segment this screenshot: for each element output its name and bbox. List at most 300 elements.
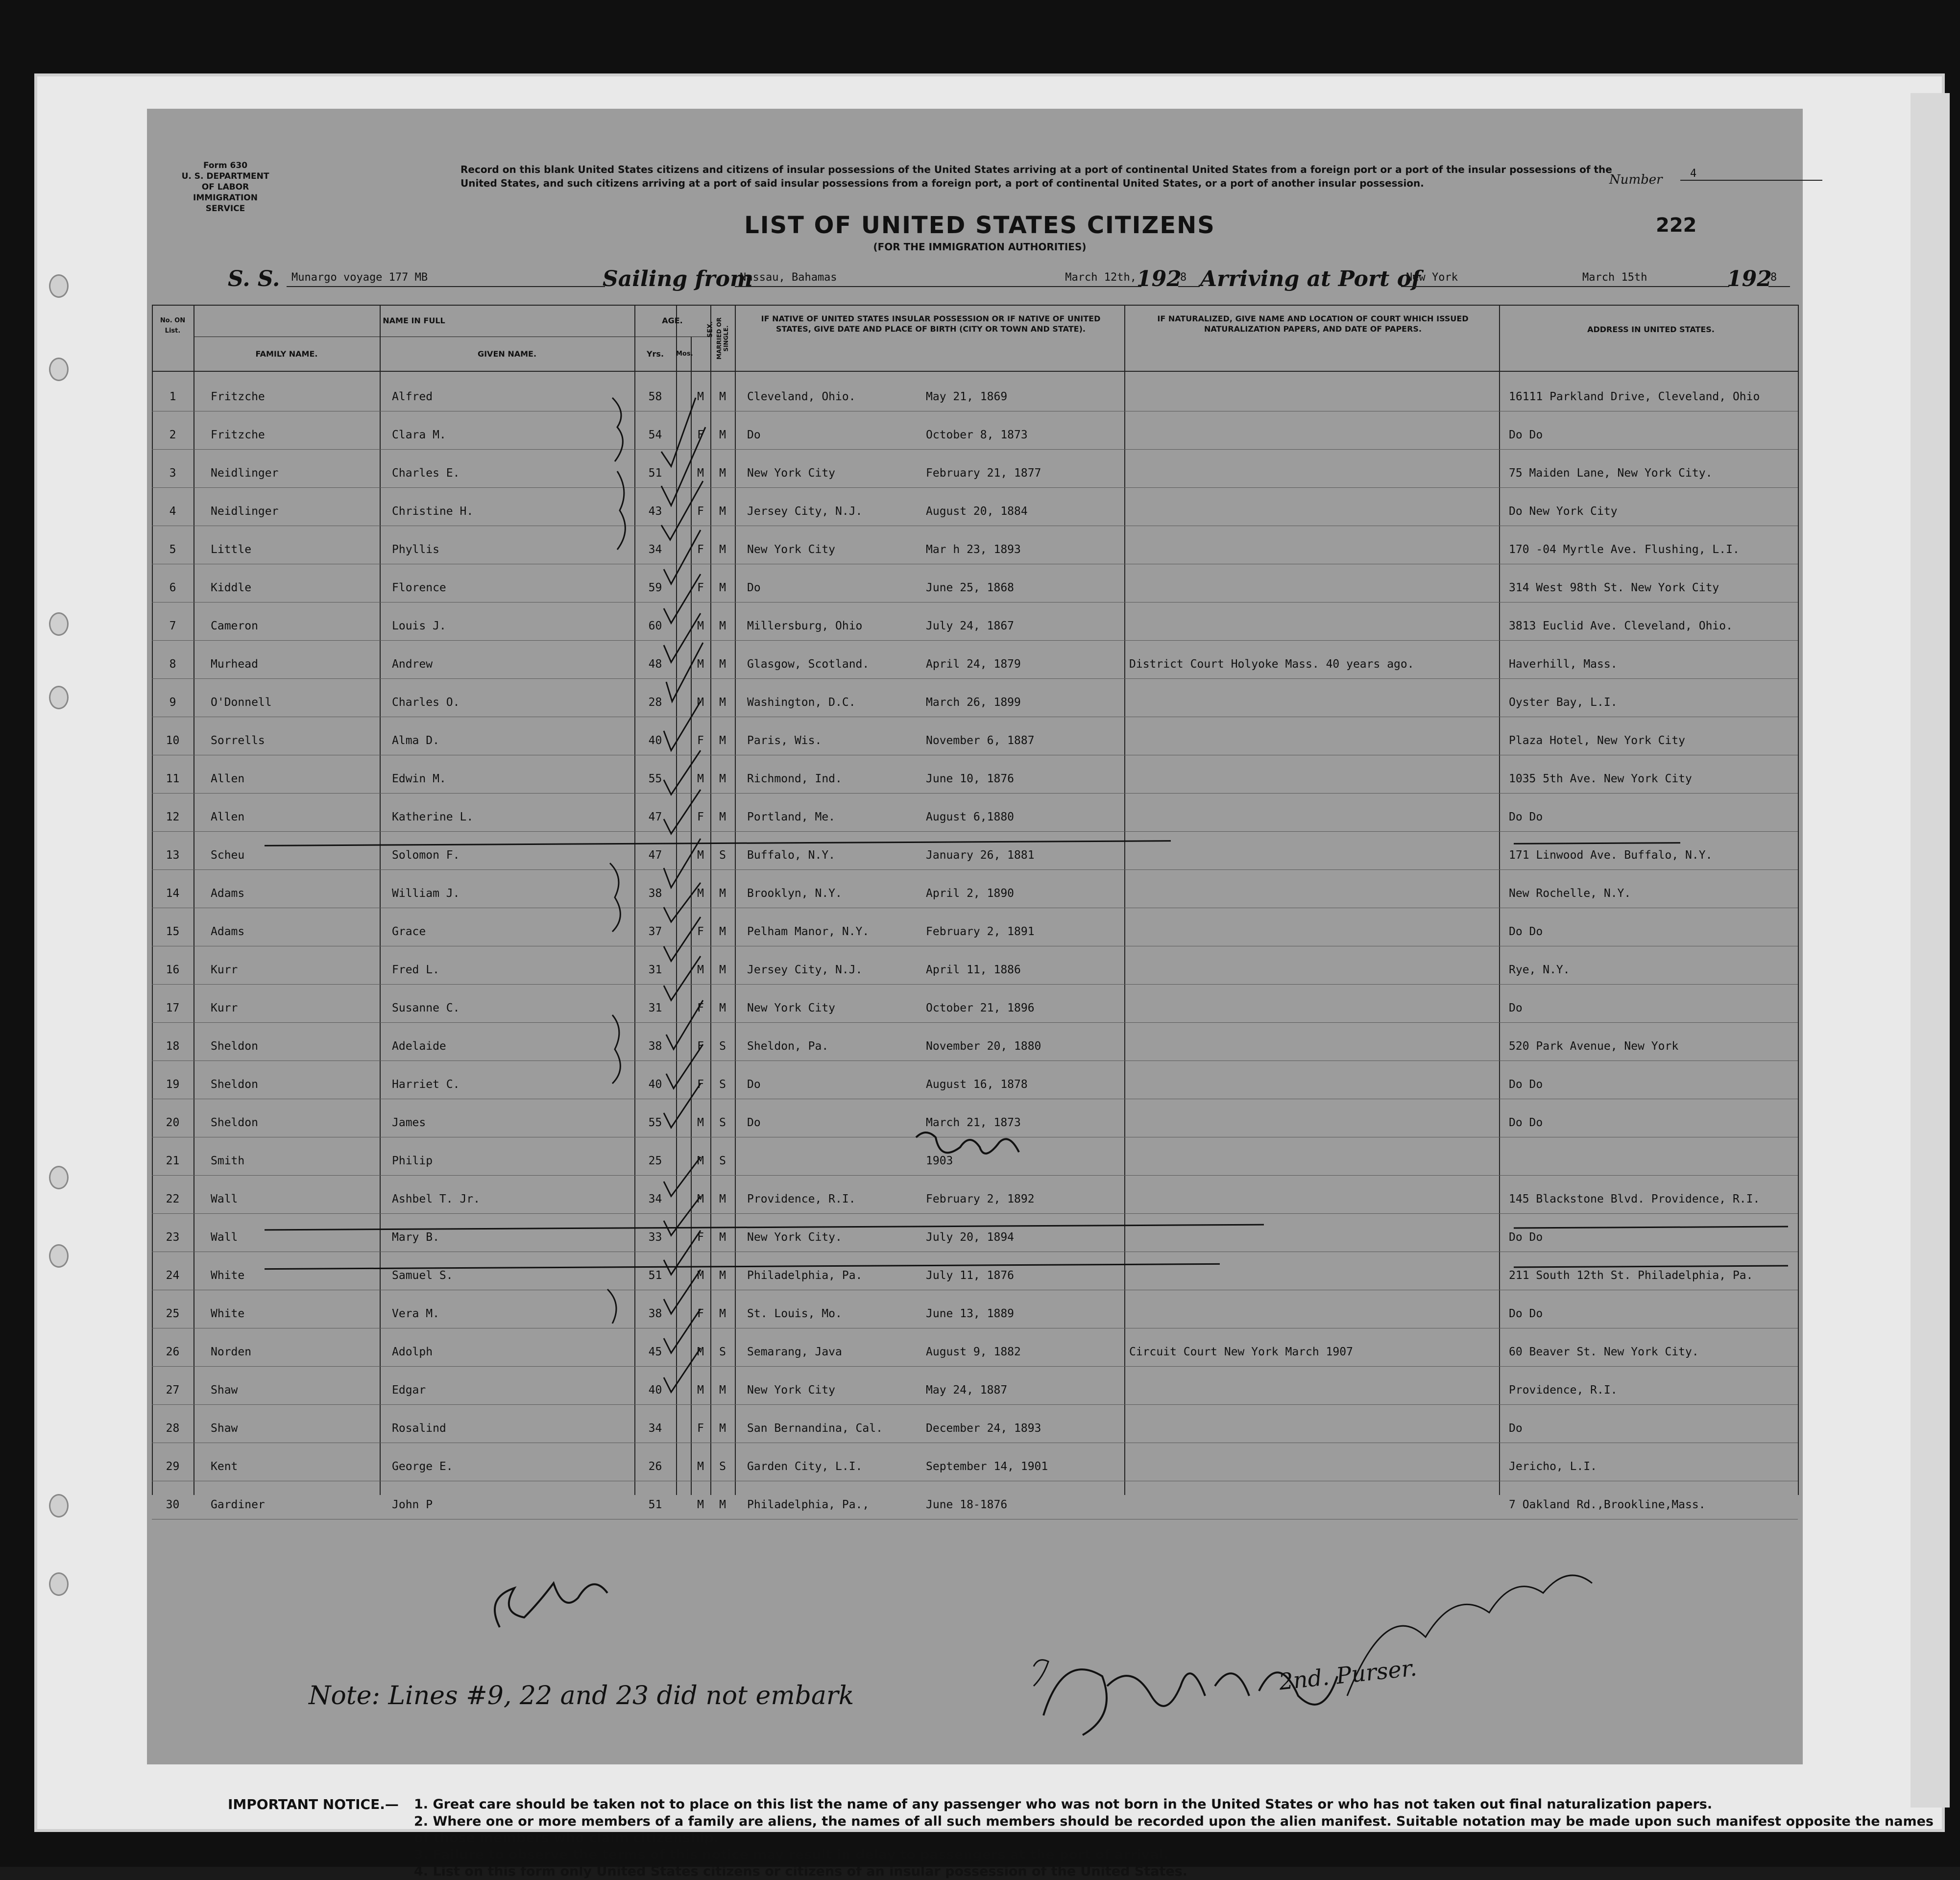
cell-given: Alma D. (392, 734, 439, 747)
cell-sex: M (697, 390, 704, 403)
cell-sex: F (697, 581, 704, 594)
cell-sex: F (697, 429, 704, 441)
cell-sex: M (697, 658, 704, 671)
cell-date: August 6,1880 (926, 811, 1015, 823)
cell-no: 2 (169, 429, 176, 441)
page-title: LIST OF UNITED STATES CITIZENS (744, 212, 1215, 239)
cell-no: 30 (166, 1498, 180, 1511)
year-prefix: 192 (1727, 266, 1772, 291)
cell-ms: M (719, 1307, 726, 1320)
cell-date: May 24, 1887 (926, 1384, 1008, 1397)
cell-sex: F (697, 811, 704, 823)
cell-place: Do (747, 1116, 761, 1129)
col-age: AGE. (662, 316, 683, 325)
cell-age: 60 (648, 620, 662, 632)
cell-sex: F (697, 734, 704, 747)
cell-date: October 8, 1873 (926, 429, 1028, 441)
cell-sex: M (697, 1155, 704, 1167)
handwritten-mark (906, 1123, 1034, 1167)
row-rule (152, 793, 1798, 794)
row-rule (152, 1022, 1798, 1023)
cell-given: Florence (392, 581, 446, 594)
cell-given: Alfred (392, 390, 433, 403)
cell-no: 5 (169, 543, 176, 556)
cell-addr: Do Do (1509, 811, 1543, 823)
cell-date: February 2, 1891 (926, 925, 1035, 938)
cell-ms: M (719, 390, 726, 403)
cell-family: Neidlinger (211, 467, 279, 480)
cell-ms: M (719, 887, 726, 900)
cell-place: Washington, D.C. (747, 696, 856, 709)
cell-family: Adams (211, 925, 245, 938)
cell-place: Pelham Manor, N.Y. (747, 925, 870, 938)
cell-age: 38 (648, 887, 662, 900)
cell-sex: M (697, 1384, 704, 1397)
cell-sex: M (697, 964, 704, 976)
service: IMMIGRATION SERVICE (193, 193, 258, 214)
sailing-label: Sailing from (603, 266, 753, 291)
punch-hole (49, 1166, 69, 1189)
cell-no: 29 (166, 1460, 180, 1473)
cell-given: Samuel S. (392, 1269, 453, 1282)
cell-age: 25 (648, 1155, 662, 1167)
department: U. S. DEPARTMENT OF LABOR (181, 171, 269, 192)
cell-ms: S (719, 1078, 726, 1091)
cell-family: Fritzche (211, 429, 265, 441)
cell-sex: M (697, 467, 704, 480)
col-address: ADDRESS IN UNITED STATES. (1587, 325, 1715, 334)
cell-place: New York City. (747, 1231, 842, 1244)
passenger-table (152, 305, 1798, 1511)
cell-given: Mary B. (392, 1231, 439, 1244)
sailing-from: Nassau, Bahamas (735, 270, 1014, 287)
cell-family: Scheu (211, 849, 245, 862)
cell-family: Wall (211, 1193, 238, 1205)
cell-family: Sheldon (211, 1116, 258, 1129)
cell-date: August 20, 1884 (926, 505, 1028, 518)
cell-place: Garden City, L.I. (747, 1460, 863, 1473)
punch-hole (49, 686, 69, 709)
number-label: Number (1609, 172, 1663, 187)
cell-date: November 20, 1880 (926, 1040, 1041, 1053)
cell-addr: Do Do (1509, 1307, 1543, 1320)
cell-age: 34 (648, 1193, 662, 1205)
cell-date: November 6, 1887 (926, 734, 1035, 747)
cell-addr: Do Do (1509, 1116, 1543, 1129)
cell-age: 26 (648, 1460, 662, 1473)
cell-no: 24 (166, 1269, 180, 1282)
row-rule (152, 640, 1798, 641)
row-rule (152, 1175, 1798, 1176)
cell-sex: F (697, 543, 704, 556)
cell-addr: Do Do (1509, 925, 1543, 938)
cell-ms: M (719, 1231, 726, 1244)
cell-age: 34 (648, 543, 662, 556)
cell-given: Andrew (392, 658, 433, 671)
cell-date: July 24, 1867 (926, 620, 1015, 632)
cell-no: 20 (166, 1116, 180, 1129)
cell-age: 54 (648, 429, 662, 441)
cell-given: Phyllis (392, 543, 439, 556)
cell-place: New York City (747, 1002, 836, 1014)
cell-given: Louis J. (392, 620, 446, 632)
punch-hole (49, 358, 69, 381)
cell-ms: M (719, 467, 726, 480)
cell-place: Do (747, 581, 761, 594)
cell-sex: F (697, 1002, 704, 1014)
cell-addr: Do New York City (1509, 505, 1618, 518)
cell-date: February 21, 1877 (926, 467, 1041, 480)
notice-item-4: 4. List on this form only United States citizens or citizens of an insular possession of the United States. (414, 1864, 1188, 1879)
cell-sex: M (697, 1498, 704, 1511)
cell-family: Allen (211, 772, 245, 785)
cell-family: Kiddle (211, 581, 252, 594)
cell-date: April 2, 1890 (926, 887, 1015, 900)
sailing-date: March 12th, (1014, 270, 1141, 287)
row-rule (152, 831, 1798, 832)
col-naturalized: IF NATURALIZED, GIVE NAME AND LOCATION OF COURT WHICH ISSUED NATURALIZATION PAPERS, AND DATE OF PAPERS. (1157, 314, 1469, 334)
cell-addr: 170 -04 Myrtle Ave. Flushing, L.I. (1509, 543, 1740, 556)
cell-nat: District Court Holyoke Mass. 40 years ago. (1129, 658, 1414, 671)
cell-date: April 11, 1886 (926, 964, 1021, 976)
cell-addr: 171 Linwood Ave. Buffalo, N.Y. (1509, 849, 1713, 862)
cell-ms: S (719, 1346, 726, 1358)
cell-ms: M (719, 1384, 726, 1397)
col-yrs: Yrs. (646, 349, 664, 359)
cell-addr: 211 South 12th St. Philadelphia, Pa. (1509, 1269, 1753, 1282)
cell-addr: 60 Beaver St. New York City. (1509, 1346, 1699, 1358)
cell-place: Portland, Me. (747, 811, 836, 823)
cell-date: December 24, 1893 (926, 1422, 1041, 1435)
cell-date: March 26, 1899 (926, 696, 1021, 709)
cell-addr: 520 Park Avenue, New York (1509, 1040, 1679, 1053)
cell-addr: Rye, N.Y. (1509, 964, 1570, 976)
cell-given: Edwin M. (392, 772, 446, 785)
cell-sex: M (697, 1460, 704, 1473)
cell-no: 18 (166, 1040, 180, 1053)
cell-age: 51 (648, 1498, 662, 1511)
cell-place: New York City (747, 1384, 836, 1397)
cell-no: 12 (166, 811, 180, 823)
handwritten-note: Note: Lines #9, 22 and 23 did not embark (309, 1681, 854, 1711)
row-rule (152, 869, 1798, 870)
cell-date: Mar h 23, 1893 (926, 543, 1021, 556)
cell-addr: Oyster Bay, L.I. (1509, 696, 1618, 709)
cell-family: Kurr (211, 1002, 238, 1014)
cell-ms: M (719, 620, 726, 632)
cell-sex: M (697, 1346, 704, 1358)
col-family: FAMILY NAME. (255, 349, 318, 359)
cell-family: Shaw (211, 1384, 238, 1397)
cell-ms: M (719, 734, 726, 747)
cell-addr: 16111 Parkland Drive, Cleveland, Ohio (1509, 390, 1760, 403)
cell-sex: M (697, 696, 704, 709)
cell-family: Kurr (211, 964, 238, 976)
purser-title: 2nd. Purser. (1277, 1654, 1418, 1695)
cell-addr: Do Do (1509, 429, 1543, 441)
sailing-year: 8 (1178, 270, 1200, 287)
cell-ms: M (719, 1269, 726, 1282)
cell-age: 48 (648, 658, 662, 671)
cell-given: Charles O. (392, 696, 460, 709)
cell-addr: New Rochelle, N.Y. (1509, 887, 1631, 900)
cell-place: Brooklyn, N.Y. (747, 887, 842, 900)
cell-no: 7 (169, 620, 176, 632)
cell-ms: M (719, 772, 726, 785)
cell-place: New York City (747, 467, 836, 480)
cell-ms: M (719, 964, 726, 976)
cell-given: Grace (392, 925, 426, 938)
cell-ms: M (719, 1002, 726, 1014)
cell-family: White (211, 1307, 245, 1320)
form-id (176, 160, 274, 214)
cell-ms: M (719, 1498, 726, 1511)
cell-age: 58 (648, 390, 662, 403)
sheet-edge (1911, 93, 1950, 1808)
cell-age: 59 (648, 581, 662, 594)
cell-no: 13 (166, 849, 180, 862)
col-rule (1124, 305, 1125, 1495)
cell-addr: Do (1509, 1002, 1523, 1014)
header-bottom-rule (152, 371, 1798, 372)
cell-given: Adelaide (392, 1040, 446, 1053)
cell-age: 47 (648, 811, 662, 823)
cell-addr: Haverhill, Mass. (1509, 658, 1618, 671)
cell-family: Smith (211, 1155, 245, 1167)
row-rule (152, 487, 1798, 488)
punch-hole (49, 1244, 69, 1268)
cell-ms: M (719, 505, 726, 518)
cell-no: 6 (169, 581, 176, 594)
cell-sex: F (697, 1040, 704, 1053)
cell-sex: F (697, 505, 704, 518)
cell-sex: F (697, 1231, 704, 1244)
cell-ms: M (719, 658, 726, 671)
cell-given: Adolph (392, 1346, 433, 1358)
cell-ms: S (719, 1040, 726, 1053)
cell-no: 27 (166, 1384, 180, 1397)
family-brackets (603, 393, 642, 1324)
cell-family: Neidlinger (211, 505, 279, 518)
cell-no: 9 (169, 696, 176, 709)
notice-item-3: 3. Failure to observe the terms of this notice may result in delay to passengers at the port of arrival. (414, 1847, 1168, 1862)
cell-place: New York City (747, 543, 836, 556)
handwritten-initials (480, 1529, 627, 1647)
cell-family: White (211, 1269, 245, 1282)
cell-given: Philip (392, 1155, 433, 1167)
cell-family: Kent (211, 1460, 238, 1473)
notice-title: IMPORTANT NOTICE.— (228, 1796, 399, 1812)
cell-age: 45 (648, 1346, 662, 1358)
cell-sex: M (697, 1269, 704, 1282)
cell-addr: Do Do (1509, 1078, 1543, 1091)
row-rule (152, 1404, 1798, 1405)
cell-family: Wall (211, 1231, 238, 1244)
row-rule (152, 678, 1798, 679)
cell-ms: S (719, 1155, 726, 1167)
cell-no: 22 (166, 1193, 180, 1205)
cell-given: John P (392, 1498, 433, 1511)
cell-place: Providence, R.I. (747, 1193, 856, 1205)
punch-hole (49, 274, 69, 298)
col-no: No. ON List. (160, 317, 186, 335)
cell-place: Do (747, 429, 761, 441)
cell-age: 43 (648, 505, 662, 518)
page-subtitle: (FOR THE IMMIGRATION AUTHORITIES) (873, 241, 1087, 253)
cell-date: January 26, 1881 (926, 849, 1035, 862)
cell-family: Gardiner (211, 1498, 265, 1511)
number-value: 4 (1680, 168, 1822, 181)
col-married: MARRIED OR SINGLE. (716, 317, 729, 360)
row-rule (152, 1366, 1798, 1367)
row-rule (152, 449, 1798, 450)
purser-signature (1004, 1490, 1617, 1784)
cell-no: 21 (166, 1155, 180, 1167)
cell-family: Norden (211, 1346, 252, 1358)
cell-age: 47 (648, 849, 662, 862)
cell-given: Vera M. (392, 1307, 439, 1320)
cell-place: Semarang, Java (747, 1346, 842, 1358)
punch-hole (49, 1572, 69, 1596)
col-rule (380, 305, 381, 1495)
cell-family: Adams (211, 887, 245, 900)
arriving-date: March 15th (1577, 270, 1729, 287)
cell-addr: Plaza Hotel, New York City (1509, 734, 1686, 747)
cell-given: Ashbel T. Jr. (392, 1193, 481, 1205)
cell-given: Katherine L. (392, 811, 474, 823)
cell-ms: S (719, 1460, 726, 1473)
cell-ms: S (719, 849, 726, 862)
cell-no: 26 (166, 1346, 180, 1358)
cell-ms: M (719, 925, 726, 938)
cell-date: June 13, 1889 (926, 1307, 1015, 1320)
arriving-year: 8 (1768, 270, 1790, 287)
cell-no: 11 (166, 772, 180, 785)
cell-family: Cameron (211, 620, 258, 632)
cell-age: 28 (648, 696, 662, 709)
cell-age: 40 (648, 1384, 662, 1397)
cell-no: 3 (169, 467, 176, 480)
row-rule (152, 1213, 1798, 1214)
table-top-rule (152, 305, 1798, 306)
record-instructions: Record on this blank United States citizens and citizens of insular possessions of the United States arriving at a port of continental United States from a foreign port or a port of the insular possessions of the United States, and such citizens arriving at a port of said insular possessions from a foreign port, a port of continental United States, or a port of another insular possession. (460, 164, 1612, 189)
cell-sex: M (697, 620, 704, 632)
row-rule (152, 984, 1798, 985)
cell-date: February 2, 1892 (926, 1193, 1035, 1205)
cell-place: Cleveland, Ohio. (747, 390, 856, 403)
cell-age: 31 (648, 1002, 662, 1014)
cell-age: 37 (648, 925, 662, 938)
cell-age: 34 (648, 1422, 662, 1435)
cell-age: 33 (648, 1231, 662, 1244)
arriving-port: New York (1401, 270, 1582, 287)
cell-given: William J. (392, 887, 460, 900)
cell-addr: Do (1509, 1422, 1523, 1435)
cell-ms: M (719, 811, 726, 823)
row-rule (152, 602, 1798, 603)
cell-date: May 21, 1869 (926, 390, 1008, 403)
cell-date: 1903 (926, 1155, 953, 1167)
col-birth: IF NATIVE OF UNITED STATES INSULAR POSSESSION OR IF NATIVE OF UNITED STATES, GIVE DATE AND PLACE OF BIRTH (CITY OR TOWN AND STATE). (761, 314, 1101, 334)
cell-sex: F (697, 1422, 704, 1435)
cell-no: 1 (169, 390, 176, 403)
cell-date: June 10, 1876 (926, 772, 1015, 785)
cell-no: 16 (166, 964, 180, 976)
cell-given: Harriet C. (392, 1078, 460, 1091)
cell-family: Fritzche (211, 390, 265, 403)
cell-given: George E. (392, 1460, 453, 1473)
cell-given: Fred L. (392, 964, 439, 976)
cell-sex: M (697, 887, 704, 900)
ss-label: S. S. (228, 266, 280, 291)
cell-place: Richmond, Ind. (747, 772, 842, 785)
cell-family: Sheldon (211, 1078, 258, 1091)
cell-addr: Do Do (1509, 1231, 1543, 1244)
cell-family: Murhead (211, 658, 258, 671)
cell-given: Susanne C. (392, 1002, 460, 1014)
col-name-in-full: NAME IN FULL (383, 316, 445, 325)
cell-addr: 1035 5th Ave. New York City (1509, 772, 1692, 785)
cell-place: San Bernandina, Cal. (747, 1422, 883, 1435)
cell-sex: F (697, 1307, 704, 1320)
cell-no: 14 (166, 887, 180, 900)
cell-no: 15 (166, 925, 180, 938)
cell-place: Philadelphia, Pa. (747, 1269, 863, 1282)
cell-place: Jersey City, N.J. (747, 505, 863, 518)
cell-addr: 75 Maiden Lane, New York City. (1509, 467, 1713, 480)
cell-date: April 24, 1879 (926, 658, 1021, 671)
arriving-label: Arriving at Port of (1200, 266, 1421, 291)
cell-no: 28 (166, 1422, 180, 1435)
cell-family: Little (211, 543, 252, 556)
cell-age: 31 (648, 964, 662, 976)
cell-place: St. Louis, Mo. (747, 1307, 842, 1320)
cell-place: Philadelphia, Pa., (747, 1498, 870, 1511)
col-sex: SEX. (706, 321, 714, 338)
col-rule (1798, 305, 1799, 1495)
cell-sex: M (697, 772, 704, 785)
cell-family: Sheldon (211, 1040, 258, 1053)
cell-ms: M (719, 696, 726, 709)
cell-addr: 314 West 98th St. New York City (1509, 581, 1719, 594)
cell-date: August 16, 1878 (926, 1078, 1028, 1091)
cell-date: June 25, 1868 (926, 581, 1015, 594)
cell-addr: 3813 Euclid Ave. Cleveland, Ohio. (1509, 620, 1733, 632)
ship-name: Munargo voyage 177 MB (287, 270, 605, 287)
cell-addr: 145 Blackstone Blvd. Providence, R.I. (1509, 1193, 1760, 1205)
cell-age: 38 (648, 1307, 662, 1320)
cell-family: Shaw (211, 1422, 238, 1435)
cell-family: Sorrells (211, 734, 265, 747)
cell-no: 25 (166, 1307, 180, 1320)
cell-date: July 20, 1894 (926, 1231, 1015, 1244)
cell-no: 19 (166, 1078, 180, 1091)
cell-date: October 21, 1896 (926, 1002, 1035, 1014)
cell-family: O'Donnell (211, 696, 272, 709)
col-rule (1499, 305, 1500, 1495)
cell-no: 17 (166, 1002, 180, 1014)
form-number: Form 630 (203, 161, 248, 170)
cell-sex: F (697, 1078, 704, 1091)
page-number: 222 (1656, 214, 1697, 237)
cell-place: Jersey City, N.J. (747, 964, 863, 976)
cell-age: 40 (648, 734, 662, 747)
cell-no: 10 (166, 734, 180, 747)
cell-age: 51 (648, 1269, 662, 1282)
cell-addr: Providence, R.I. (1509, 1384, 1618, 1397)
cell-place: Do (747, 1078, 761, 1091)
cell-sex: M (697, 1116, 704, 1129)
